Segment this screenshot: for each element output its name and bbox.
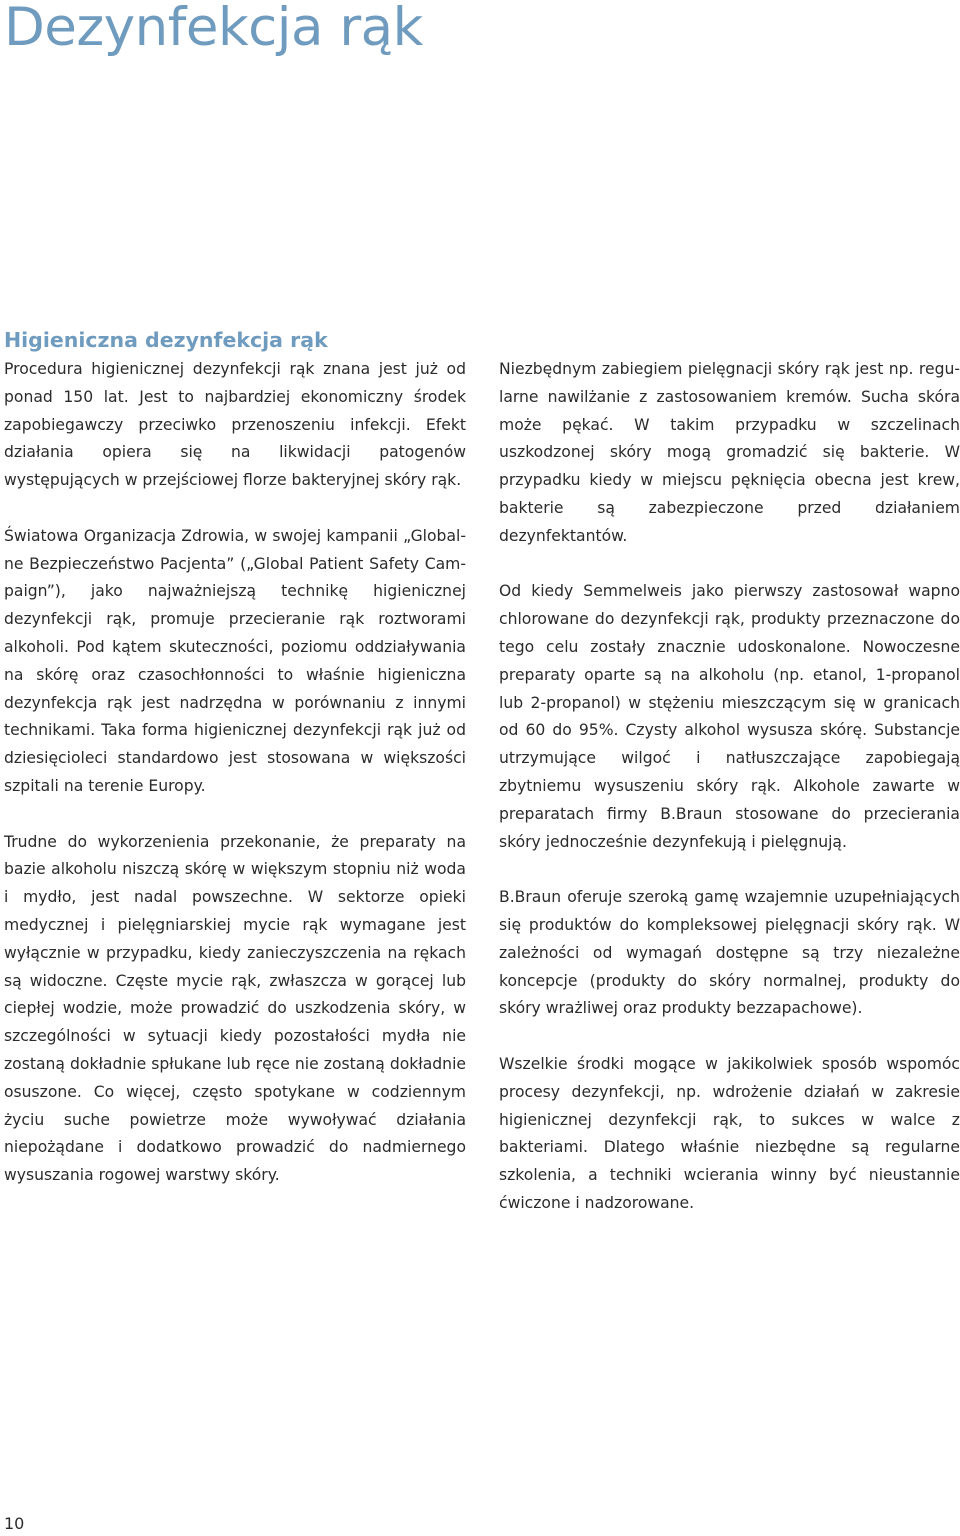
- paragraph-semmelweis: Od kiedy Semmelweis jako pierwszy zastosował wapno chlorowane do dezynfekcji rąk, produkty przeznaczone do tego celu zostały znacznie udoskonalone. Nowoczesne preparaty oparte są na alkoholu (np. etanol, 1-propanol lub 2-propanol) w stężeniu mieszczącym się w granicach od 60 do 95%. Czysty alkohol wysusza skórę. Substancje utrzymujące wilgoć i natłuszczające zapobiegają zbytniemu wysuszeniu skóry rąk. Alkohole zawarte w preparatach firmy B.Braun stosowane do przecierania skóry jednocześnie dezynfekują i pielęgnują.: [499, 582, 960, 851]
- left-text-column: [4, 356, 466, 1218]
- paragraph-skin-care: Niezbędnym zabiegiem pielęgnacji skóry rąk jest np. regularne nawilżanie z zastosowaniem kremów. Sucha skóra może pękać. W takim przypadku w szczelinach uszkodzonej skóry mogą gromadzić się bakterie. W przypadku kiedy w miejscu pęknięcia obecna jest krew, bakterie są zabezpieczone przed działaniem dezynfektantów.: [499, 360, 960, 545]
- paragraph-who-campaign: Światowa Organizacja Zdrowia, w swojej kampanii „Globalne Bezpieczeństwo Pacjenta” („Global Patient Safety Campaign”), jako najważniejszą technikę higienicznej dezynfekcji rąk, promuje przecieranie rąk roztworami alkoholi. Pod kątem skuteczności, poziomu oddziaływania na skórę oraz czasochłonności to właśnie higieniczna dezynfekcja rąk jest nadrzędna w porównaniu z innymi technikami. Taka forma higienicznej dezynfekcji rąk już od dziesięcioleci standardowo jest stosowana w większości szpitali na terenie Europy.: [4, 526, 466, 795]
- section-heading: Higieniczna dezynfekcja rąk: [4, 328, 328, 352]
- paragraph-training: Wszelkie środki mogące w jakikolwiek sposób wspomóc procesy dezynfekcji, np. wdrożenie działań w zakresie higienicznej dezynfekcji rąk, to sukces w walce z bakteriami. Dlatego właśnie niezbędne są regularne szkolenia, a techniki wcierania winny być nieustannie ćwiczone i nadzorowane.: [499, 1054, 960, 1212]
- paragraph-alcohol-myth: Trudne do wykorzenienia przekonanie, że preparaty na bazie alkoholu niszczą skórę w większym stopniu niż woda i mydło, jest nadal powszechne. W sektorze opieki medycznej i pielęgniarskiej mycie rąk wymagane jest wyłącznie w przypadku, kiedy zanieczyszczenia na rękach są widoczne. Częste mycie rąk, zwłaszcza w gorącej lub ciepłej wodzie, może prowadzić do uszkodzenia skóry, w szczególności w sytuacji kiedy pozostałości mydła nie zostaną dokładnie spłukane lub ręce nie zostaną dokładnie osuszone. Co więcej, często spotykane w codziennym życiu suche powietrze może wywoływać działania niepożądane i dodatkowo prowadzić do nadmiernego wysuszania rogowej warstwy skóry.: [4, 832, 466, 1185]
- paragraph-bbraun-products: B.Braun oferuje szeroką gamę wzajemnie uzupełniających się produktów do kompleksowej pielęgnacji skóry rąk. W zależności od wymagań dostępne są trzy niezależne koncepcje (produkty do skóry normalnej, produkty do skóry wrażliwej oraz produkty bezzapachowe).: [499, 888, 960, 1018]
- right-text-column: [499, 356, 960, 1246]
- page-title: Dezynfekcja rąk: [4, 0, 423, 58]
- page-number: 10: [4, 1514, 25, 1533]
- paragraph-intro: Procedura higienicznej dezynfekcji rąk znana jest już od ponad 150 lat. Jest to najbardziej ekonomiczny środek zapobiegawczy przeciwko przenoszeniu infekcji. Efekt działania opiera się na likwidacji patogenów występujących w przejściowej florze bakteryjnej skóry rąk.: [4, 360, 466, 490]
